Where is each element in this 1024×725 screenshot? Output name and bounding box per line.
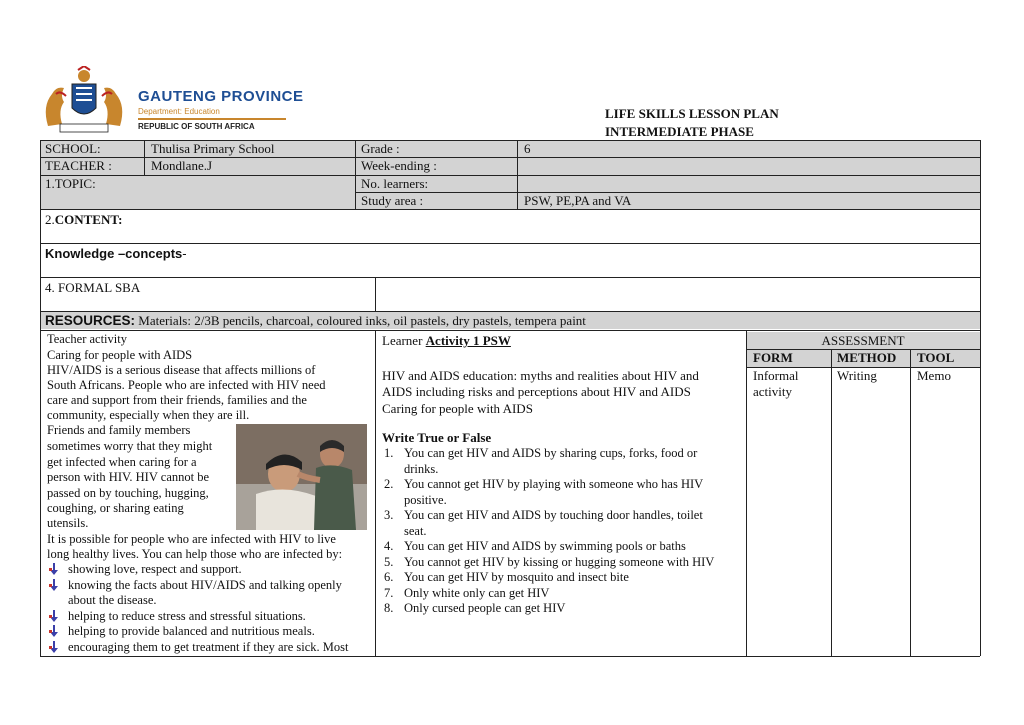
question-number: 2. — [384, 477, 394, 491]
question-text: You can get HIV and AIDS by sharing cups, forks, food or — [404, 446, 698, 460]
task-heading: Write True or False — [382, 430, 492, 445]
assessment-heading: ASSESSMENT — [821, 333, 905, 348]
content-heading: CONTENT: — [54, 212, 123, 227]
content-label — [42, 212, 125, 227]
grid-line-h — [40, 311, 980, 312]
caregiver-photo — [236, 424, 367, 530]
grid-line-h — [355, 192, 980, 193]
learner-intro-line: Caring for people with AIDS — [382, 401, 533, 416]
question-number: 3. — [384, 508, 394, 522]
assessment-form-value — [750, 368, 801, 400]
learner-heading-plain: Learner — [382, 333, 426, 348]
form-value-line2: activity — [753, 384, 792, 399]
school-value: Thulisa Primary School — [151, 141, 275, 156]
title-line-1: LIFE SKILLS LESSON PLAN — [605, 106, 779, 121]
teacher-text-line: get infected when caring for a — [47, 455, 197, 469]
teacher-text-line: sometimes worry that they might — [47, 439, 213, 453]
teacher-text-line: community, especially when they are ill. — [47, 408, 250, 422]
question-text-continued: positive. — [404, 492, 447, 507]
grid-line-v — [355, 140, 356, 209]
bullet-arrow-icon — [49, 641, 59, 654]
resources-row — [42, 313, 589, 328]
learners-label: No. learners: — [361, 176, 429, 191]
teacher-bullet-item: showing love, respect and support. — [68, 562, 242, 576]
grid-line-v — [375, 330, 376, 656]
question-text: Only white only can get HIV — [404, 585, 550, 600]
teacher-bullet-item: helping to reduce stress and stressful situations. — [68, 609, 306, 623]
grid-line-h — [40, 330, 980, 331]
grid-line-v — [746, 330, 747, 656]
teacher-text-line: long healthy lives. You can help those who are infected by: — [47, 547, 343, 561]
question-text-continued: seat. — [404, 523, 427, 538]
bullet-arrow-icon — [49, 579, 59, 592]
assessment-tool-label: TOOL — [917, 350, 955, 365]
question-number: 4. — [384, 539, 394, 553]
learner-intro-line: AIDS including risks and perceptions about HIV and AIDS — [382, 384, 691, 399]
grid-line-h — [40, 140, 980, 141]
form-value-line1: Informal — [753, 368, 799, 383]
knowledge-heading: Knowledge –concepts — [45, 246, 183, 261]
resources-text: Materials: 2/3B pencils, charcoal, coloured inks, oil pastels, dry pastels, tempera paint — [135, 313, 586, 328]
knowledge-concepts-label — [42, 246, 190, 261]
question-number: 1. — [384, 446, 394, 460]
grid-line-h — [40, 243, 980, 244]
assessment-method-value: Writing — [837, 368, 877, 383]
grid-line-v — [40, 140, 41, 656]
assessment-tool-value: Memo — [917, 368, 951, 383]
question-number: 5. — [384, 554, 394, 569]
grid-line-h — [40, 277, 980, 278]
study-area-value: PSW, PE,PA and VA — [524, 193, 632, 208]
bullet-arrow-icon — [49, 610, 59, 623]
knowledge-dash: - — [182, 246, 187, 261]
question-text: You can get HIV and AIDS by touching door handles, toilet — [404, 508, 703, 522]
grid-line-h — [746, 367, 980, 368]
activity-link[interactable]: Activity 1 PSW — [425, 333, 511, 348]
resources-heading: RESOURCES: — [45, 313, 136, 328]
teacher-text-line: HIV/AIDS is a serious disease that affects millions of — [47, 363, 316, 377]
week-ending-label: Week-ending : — [361, 158, 437, 173]
teacher-bullet-item: helping to provide balanced and nutritious meals. — [68, 624, 315, 638]
grid-line-v — [980, 140, 981, 656]
grid-line-h — [40, 209, 980, 210]
bullet-arrow-icon — [49, 563, 59, 576]
question-text: Only cursed people can get HIV — [404, 601, 566, 615]
question-text: You cannot get HIV by kissing or hugging someone with HIV — [404, 554, 715, 569]
grid-line-v — [910, 349, 911, 656]
teacher-text-line: passed on by touching, hugging, — [47, 486, 209, 500]
teacher-text-line: It is possible for people who are infected with HIV to live — [47, 532, 336, 546]
question-number: 7. — [384, 585, 394, 600]
logo-country: REPUBLIC OF SOUTH AFRICA — [138, 122, 255, 131]
question-text: You cannot get HIV by playing with someone who has HIV — [404, 477, 704, 491]
learner-activity-heading — [382, 333, 511, 348]
question-text: You can get HIV and AIDS by swimming pools or baths — [404, 539, 686, 553]
grade-label: Grade : — [361, 141, 400, 156]
formal-sba-label: 4. FORMAL SBA — [45, 280, 141, 295]
grid-line-v — [375, 277, 376, 311]
teacher-bullet-item: about the disease. — [68, 593, 157, 607]
teacher-bullet-item: knowing the facts about HIV/AIDS and talking openly — [68, 578, 342, 592]
grid-line-h — [40, 656, 980, 657]
teacher-activity-heading: Teacher activity — [47, 332, 127, 346]
logo-department: Department: Education — [138, 107, 220, 116]
teacher-label: TEACHER : — [45, 158, 112, 173]
grid-line-h — [746, 349, 980, 350]
bullet-arrow-icon — [49, 625, 59, 638]
lesson-plan-title — [605, 105, 779, 141]
learner-intro-line: HIV and AIDS education: myths and realities about HIV and — [382, 368, 699, 383]
teacher-text-line: coughing, or sharing eating — [47, 501, 184, 515]
study-area-label: Study area : — [361, 193, 424, 208]
grid-line-h — [40, 175, 980, 176]
question-number: 6. — [384, 570, 394, 584]
teacher-value: Mondlane.J — [151, 158, 213, 173]
coat-of-arms-icon — [38, 66, 130, 134]
teacher-text-line: utensils. — [47, 516, 89, 530]
teacher-text-line: Friends and family members — [47, 423, 191, 437]
school-label: SCHOOL: — [45, 141, 101, 156]
teacher-text-line: person with HIV. HIV cannot be — [47, 470, 210, 484]
teacher-text-line: Caring for people with AIDS — [47, 348, 193, 362]
teacher-bullet-item: encouraging them to get treatment if they are sick. Most — [68, 640, 349, 654]
grid-line-v — [831, 349, 832, 656]
assessment-form-label: FORM — [753, 350, 793, 365]
logo-province-name: GAUTENG PROVINCE — [138, 88, 304, 105]
caregiver-photo-illustration — [236, 424, 367, 530]
grid-line-h — [40, 157, 980, 158]
title-line-2: INTERMEDIATE PHASE — [605, 124, 754, 139]
question-text-continued: drinks. — [404, 461, 439, 476]
grade-value: 6 — [524, 141, 531, 156]
department-logo — [138, 88, 304, 132]
content-number: 2. — [45, 212, 55, 227]
question-number: 8. — [384, 601, 394, 615]
assessment-method-label: METHOD — [837, 350, 897, 365]
teacher-text-line: care and support from their friends, families and the — [47, 393, 307, 407]
topic-label: 1.TOPIC: — [45, 176, 96, 191]
logo-divider — [138, 118, 286, 120]
question-text: You can get HIV by mosquito and insect bite — [404, 570, 629, 584]
grid-line-v — [144, 140, 145, 175]
teacher-text-line: South Africans. People who are infected with HIV need — [47, 378, 326, 392]
grid-line-v — [517, 140, 518, 209]
